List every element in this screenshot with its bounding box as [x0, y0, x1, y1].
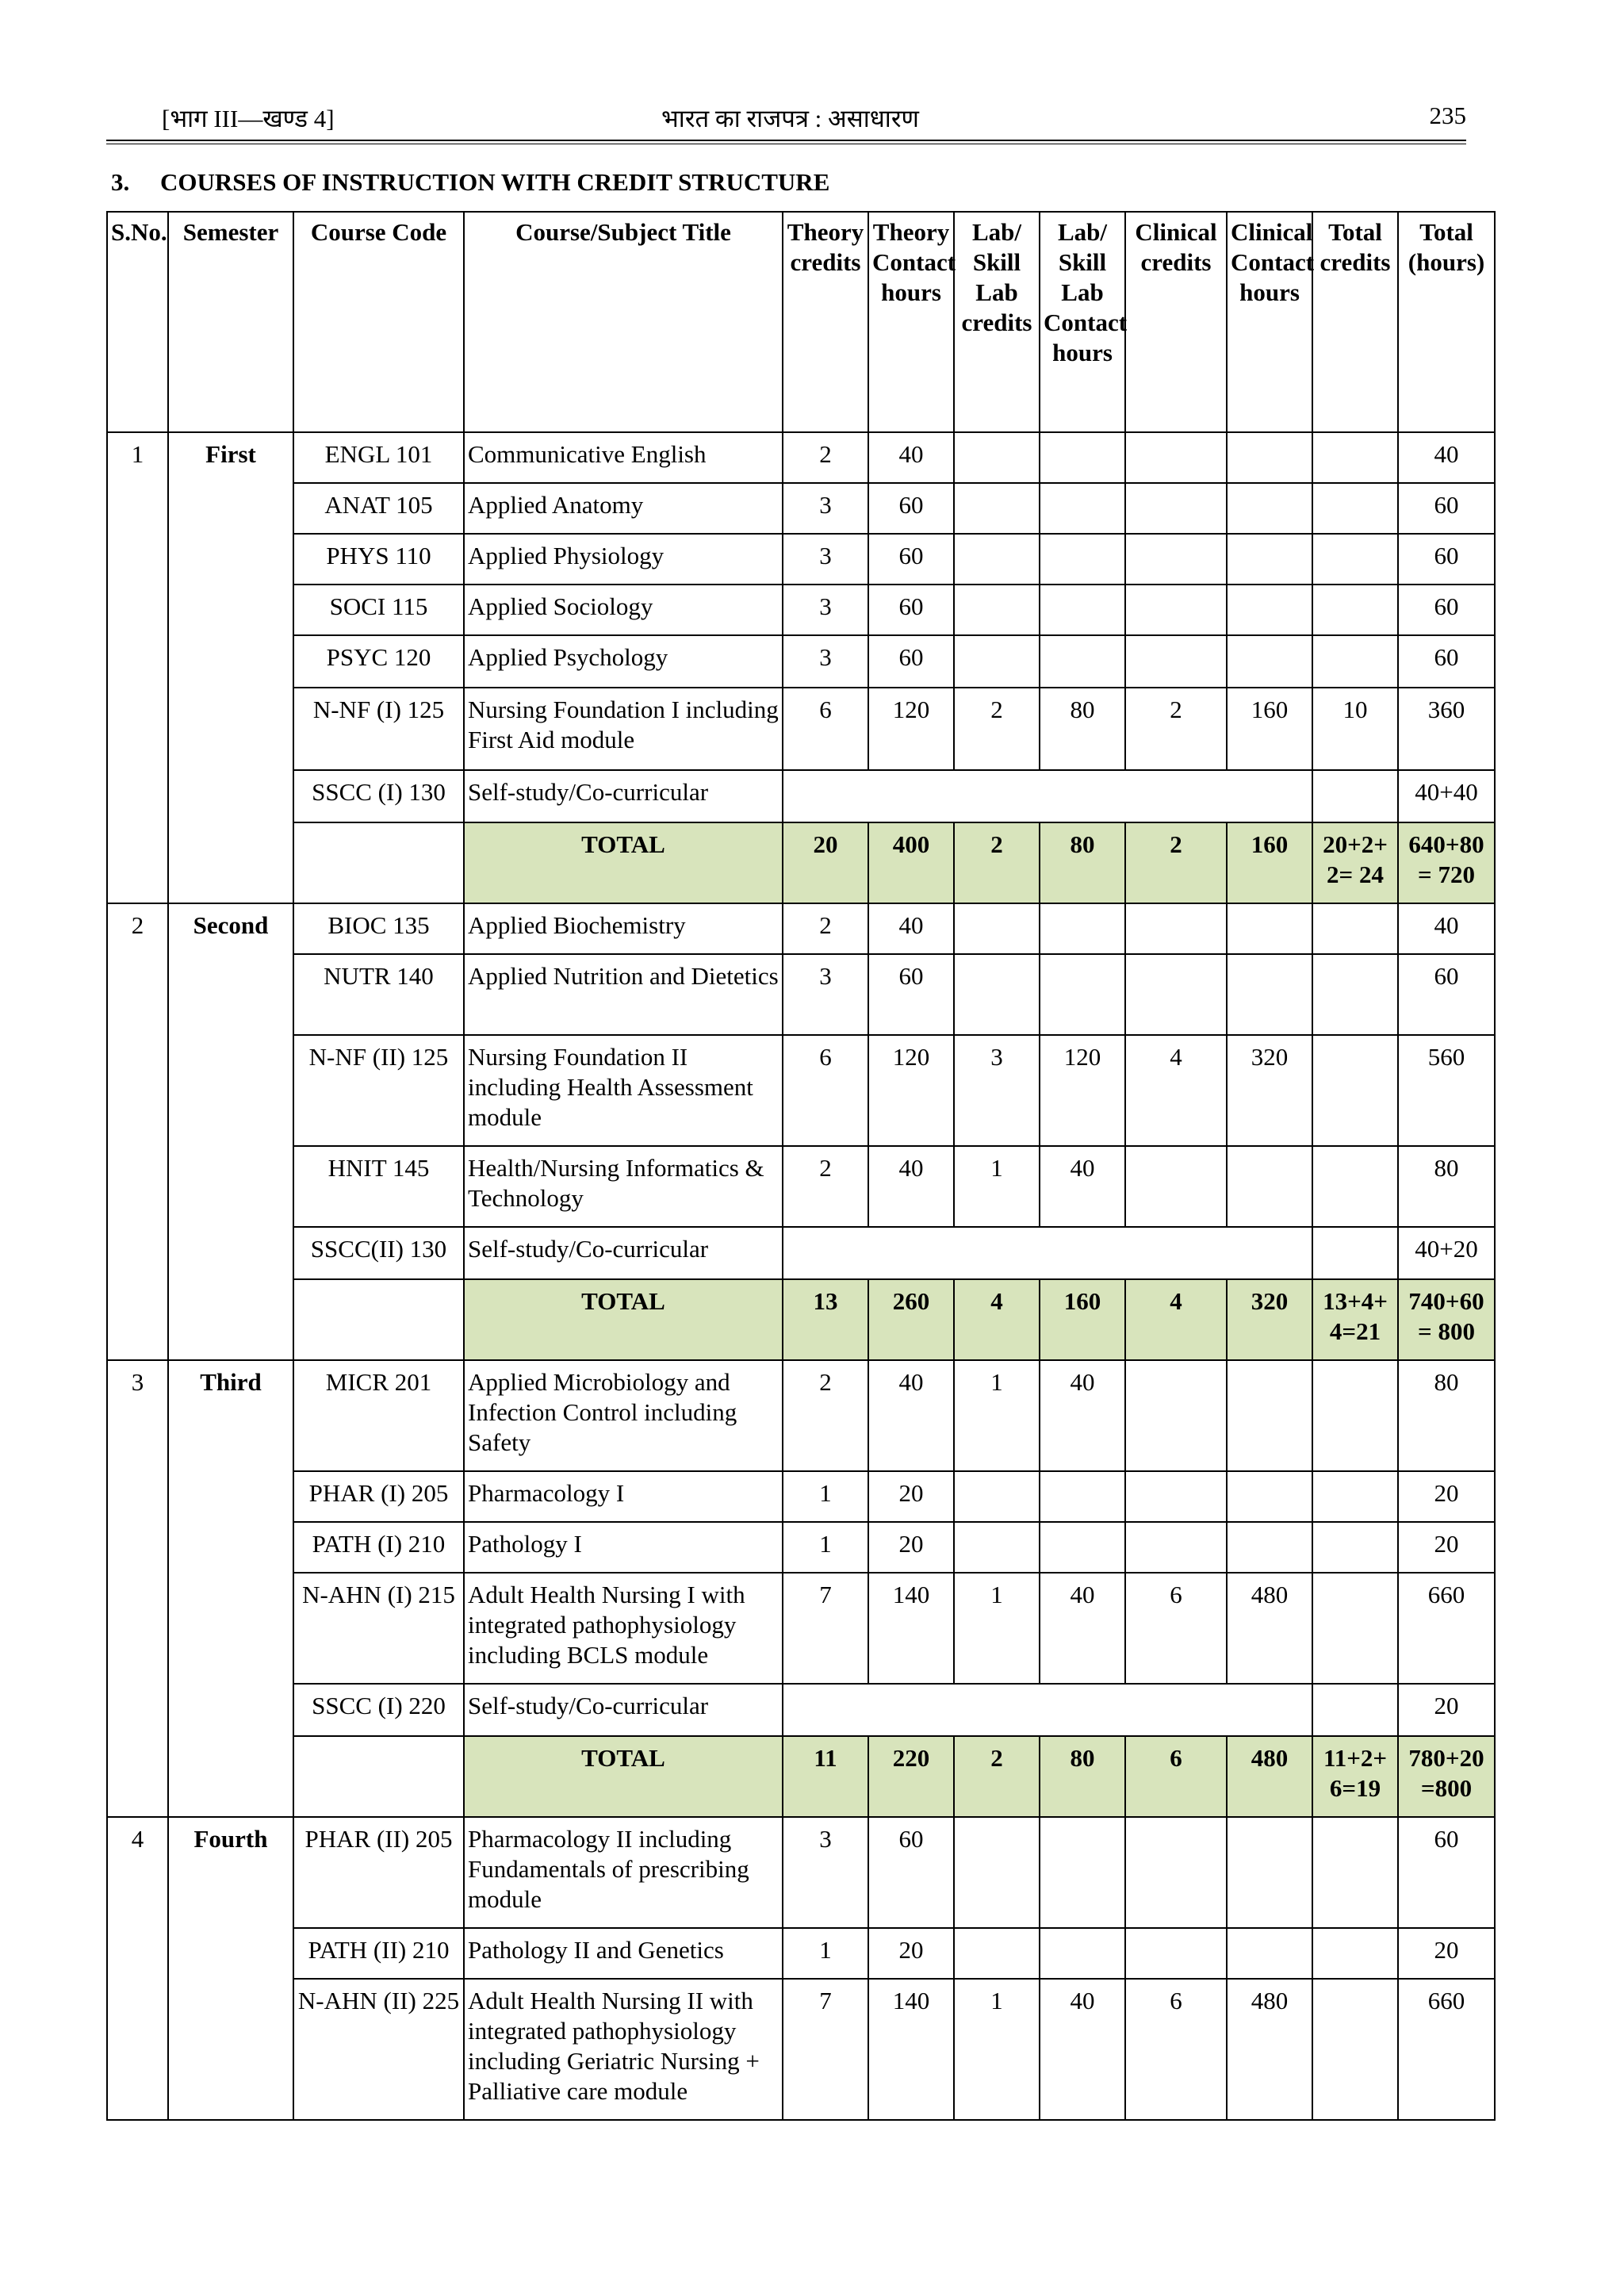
table-row	[107, 1471, 1495, 1522]
course-code: SOCI 115	[293, 585, 464, 635]
lab-credits-cell	[954, 483, 1040, 534]
theory-hours-cell: 60	[868, 1817, 954, 1928]
theory-hours-cell: 20	[868, 1471, 954, 1522]
clinical-hours-cell	[1227, 635, 1312, 688]
theory-hours-cell: 20	[868, 1522, 954, 1573]
total-clinical-hours: 320	[1227, 1279, 1312, 1360]
clinical-hours-cell: 320	[1227, 1035, 1312, 1146]
theory-hours-cell: 40	[868, 1360, 954, 1471]
lab-credits-cell	[954, 432, 1040, 483]
lab-hours-cell	[1040, 903, 1125, 954]
course-title: Applied Microbiology and Infection Control including Safety	[464, 1360, 783, 1471]
course-title: Applied Psychology	[464, 635, 783, 688]
total-label: TOTAL	[464, 822, 783, 903]
total-hours-cell: 20	[1398, 1522, 1495, 1573]
total-lab-credits: 2	[954, 1736, 1040, 1817]
merged-empty-cell	[783, 1684, 1312, 1736]
clinical-hours-cell	[1227, 1360, 1312, 1471]
total-hours-cell: 40	[1398, 903, 1495, 954]
header-part-label: [भाग III—खण्ड 4]	[162, 105, 335, 132]
clinical-credits-cell	[1125, 954, 1227, 1035]
section-heading	[111, 168, 829, 197]
row-sno: 3	[107, 1360, 168, 1817]
table-row	[107, 534, 1495, 585]
clinical-hours-cell	[1227, 954, 1312, 1035]
clinical-hours-cell	[1227, 1471, 1312, 1522]
theory-hours-cell: 60	[868, 635, 954, 688]
col-header-theory-credits: Theory credits	[783, 212, 868, 432]
col-header-theory-hours: Theory Contact hours	[868, 212, 954, 432]
theory-hours-cell: 120	[868, 1035, 954, 1146]
total-credits-cell	[1312, 534, 1398, 585]
clinical-credits-cell	[1125, 534, 1227, 585]
header-rule	[106, 140, 1466, 141]
course-title: Applied Biochemistry	[464, 903, 783, 954]
course-code: PATH (I) 210	[293, 1522, 464, 1573]
total-clinical-hours: 480	[1227, 1736, 1312, 1817]
row-semester: Third	[168, 1360, 293, 1817]
row-semester: Second	[168, 903, 293, 1360]
theory-credits-cell: 6	[783, 688, 868, 770]
lab-hours-cell	[1040, 1817, 1125, 1928]
total-hours-cell: 80	[1398, 1360, 1495, 1471]
clinical-hours-cell	[1227, 432, 1312, 483]
theory-credits-cell: 3	[783, 635, 868, 688]
col-header-title: Course/Subject Title	[464, 212, 783, 432]
clinical-credits-cell	[1125, 1360, 1227, 1471]
total-row	[107, 1736, 1495, 1817]
clinical-hours-cell	[1227, 1928, 1312, 1979]
lab-credits-cell	[954, 1522, 1040, 1573]
total-hours-cell: 660	[1398, 1979, 1495, 2120]
total-hours-cell: 20	[1398, 1684, 1495, 1736]
theory-credits-cell: 7	[783, 1979, 868, 2120]
course-code: ENGL 101	[293, 432, 464, 483]
lab-hours-cell	[1040, 1522, 1125, 1573]
clinical-hours-cell: 480	[1227, 1979, 1312, 2120]
theory-hours-cell: 40	[868, 903, 954, 954]
lab-credits-cell: 3	[954, 1035, 1040, 1146]
total-clinical-credits: 6	[1125, 1736, 1227, 1817]
lab-credits-cell: 2	[954, 688, 1040, 770]
total-credits-cell	[1312, 1979, 1398, 2120]
lab-credits-cell: 1	[954, 1360, 1040, 1471]
total-credits-cell	[1312, 1522, 1398, 1573]
course-code: N-AHN (I) 215	[293, 1573, 464, 1684]
total-credits-cell	[1312, 1227, 1398, 1279]
merged-empty-cell	[783, 770, 1312, 822]
table-row	[107, 1360, 1495, 1471]
total-hours-cell: 60	[1398, 954, 1495, 1035]
col-header-lab-credits: Lab/ Skill Lab credits	[954, 212, 1040, 432]
theory-credits-cell: 7	[783, 1573, 868, 1684]
clinical-credits-cell: 2	[1125, 688, 1227, 770]
course-title: Health/Nursing Informatics & Technology	[464, 1146, 783, 1227]
course-title: Pathology II and Genetics	[464, 1928, 783, 1979]
course-title: Adult Health Nursing II with integrated pathophysiology including Geriatric Nursing + Palliative care module	[464, 1979, 783, 2120]
total-hours-cell: 40+40	[1398, 770, 1495, 822]
lab-hours-cell	[1040, 432, 1125, 483]
lab-hours-cell: 40	[1040, 1146, 1125, 1227]
theory-credits-cell: 2	[783, 432, 868, 483]
lab-hours-cell	[1040, 585, 1125, 635]
total-credits-cell	[1312, 1471, 1398, 1522]
course-code: HNIT 145	[293, 1146, 464, 1227]
table-row	[107, 1928, 1495, 1979]
course-title: Pharmacology I	[464, 1471, 783, 1522]
course-code: BIOC 135	[293, 903, 464, 954]
course-code: N-NF (II) 125	[293, 1035, 464, 1146]
lab-credits-cell	[954, 635, 1040, 688]
clinical-hours-cell	[1227, 585, 1312, 635]
lab-hours-cell: 120	[1040, 1035, 1125, 1146]
course-title: Applied Anatomy	[464, 483, 783, 534]
total-credits-cell	[1312, 585, 1398, 635]
total-hours-cell: 40+20	[1398, 1227, 1495, 1279]
total-credits-cell	[1312, 1573, 1398, 1684]
course-title: Applied Nutrition and Dietetics	[464, 954, 783, 1035]
lab-credits-cell: 1	[954, 1979, 1040, 2120]
clinical-hours-cell	[1227, 1522, 1312, 1573]
header-gazette-title: भारत का राजपत्र : असाधारण	[661, 105, 919, 132]
total-hours-cell: 80	[1398, 1146, 1495, 1227]
lab-hours-cell	[1040, 954, 1125, 1035]
page-number: 235	[1429, 102, 1466, 129]
lab-credits-cell	[954, 1817, 1040, 1928]
table-row	[107, 585, 1495, 635]
total-hours-cell: 560	[1398, 1035, 1495, 1146]
total-hours-cell: 60	[1398, 534, 1495, 585]
page-header	[106, 102, 1466, 141]
total-label: TOTAL	[464, 1736, 783, 1817]
theory-credits-cell: 2	[783, 903, 868, 954]
total-row	[107, 1279, 1495, 1360]
lab-credits-cell	[954, 585, 1040, 635]
course-title: Applied Sociology	[464, 585, 783, 635]
lab-hours-cell: 40	[1040, 1573, 1125, 1684]
table-row	[107, 1146, 1495, 1227]
theory-credits-cell: 3	[783, 954, 868, 1035]
total-blank-code	[293, 822, 464, 903]
total-credits-cell	[1312, 1035, 1398, 1146]
total-credits-cell	[1312, 483, 1398, 534]
table-row	[107, 635, 1495, 688]
clinical-credits-cell	[1125, 432, 1227, 483]
lab-hours-cell	[1040, 534, 1125, 585]
table-row	[107, 954, 1495, 1035]
row-sno: 4	[107, 1817, 168, 2120]
total-blank-code	[293, 1279, 464, 1360]
table-row	[107, 432, 1495, 483]
total-credits-cell: 10	[1312, 688, 1398, 770]
total-hours-sum: 780+20 =800	[1398, 1736, 1495, 1817]
row-semester: First	[168, 432, 293, 903]
credit-structure-table	[106, 211, 1496, 2121]
total-credits-sum: 13+4+ 4=21	[1312, 1279, 1398, 1360]
clinical-credits-cell: 4	[1125, 1035, 1227, 1146]
total-hours-cell: 60	[1398, 483, 1495, 534]
course-title: Self-study/Co-curricular	[464, 770, 783, 822]
total-clinical-credits: 4	[1125, 1279, 1227, 1360]
clinical-credits-cell	[1125, 903, 1227, 954]
total-credits-cell	[1312, 1146, 1398, 1227]
total-lab-credits: 4	[954, 1279, 1040, 1360]
course-title: Applied Physiology	[464, 534, 783, 585]
total-credits-cell	[1312, 954, 1398, 1035]
col-header-clinical-credits: Clinical credits	[1125, 212, 1227, 432]
total-hours-cell: 360	[1398, 688, 1495, 770]
course-code: ANAT 105	[293, 483, 464, 534]
theory-credits-cell: 1	[783, 1928, 868, 1979]
theory-credits-cell: 1	[783, 1522, 868, 1573]
table-body	[107, 432, 1495, 2120]
theory-hours-cell: 60	[868, 483, 954, 534]
total-row	[107, 822, 1495, 903]
total-lab-hours: 160	[1040, 1279, 1125, 1360]
course-code: NUTR 140	[293, 954, 464, 1035]
table-row	[107, 483, 1495, 534]
total-credits-sum: 20+2+ 2= 24	[1312, 822, 1398, 903]
col-header-lab-hours: Lab/ Skill Lab Contact hours	[1040, 212, 1125, 432]
clinical-hours-cell	[1227, 1146, 1312, 1227]
clinical-hours-cell	[1227, 534, 1312, 585]
theory-hours-cell: 140	[868, 1979, 954, 2120]
total-lab-hours: 80	[1040, 822, 1125, 903]
theory-credits-cell: 2	[783, 1146, 868, 1227]
total-lab-credits: 2	[954, 822, 1040, 903]
theory-credits-cell: 3	[783, 534, 868, 585]
theory-hours-cell: 60	[868, 585, 954, 635]
theory-credits-cell: 1	[783, 1471, 868, 1522]
course-code: PSYC 120	[293, 635, 464, 688]
table-row	[107, 1227, 1495, 1279]
course-title: Pharmacology II including Fundamentals of prescribing module	[464, 1817, 783, 1928]
course-code: PHAR (II) 205	[293, 1817, 464, 1928]
lab-hours-cell: 40	[1040, 1360, 1125, 1471]
theory-hours-cell: 60	[868, 534, 954, 585]
course-code: SSCC(II) 130	[293, 1227, 464, 1279]
clinical-credits-cell: 6	[1125, 1573, 1227, 1684]
theory-hours-cell: 60	[868, 954, 954, 1035]
lab-credits-cell: 1	[954, 1573, 1040, 1684]
row-semester: Fourth	[168, 1817, 293, 2120]
total-theory-credits: 13	[783, 1279, 868, 1360]
clinical-credits-cell	[1125, 635, 1227, 688]
total-lab-hours: 80	[1040, 1736, 1125, 1817]
table-row	[107, 903, 1495, 954]
table-row	[107, 1522, 1495, 1573]
theory-hours-cell: 40	[868, 1146, 954, 1227]
clinical-hours-cell	[1227, 1817, 1312, 1928]
clinical-hours-cell: 480	[1227, 1573, 1312, 1684]
total-hours-cell: 40	[1398, 432, 1495, 483]
lab-hours-cell	[1040, 1471, 1125, 1522]
course-title: Pathology I	[464, 1522, 783, 1573]
row-sno: 1	[107, 432, 168, 903]
clinical-credits-cell	[1125, 1471, 1227, 1522]
col-header-sno: S.No.	[107, 212, 168, 432]
lab-credits-cell	[954, 1928, 1040, 1979]
col-header-total-credits: Total credits	[1312, 212, 1398, 432]
clinical-hours-cell	[1227, 903, 1312, 954]
total-hours-sum: 740+60 = 800	[1398, 1279, 1495, 1360]
total-theory-credits: 20	[783, 822, 868, 903]
theory-credits-cell: 3	[783, 483, 868, 534]
table-row	[107, 1817, 1495, 1928]
lab-hours-cell: 40	[1040, 1979, 1125, 2120]
course-title: Self-study/Co-curricular	[464, 1227, 783, 1279]
lab-hours-cell	[1040, 1928, 1125, 1979]
total-hours-cell: 660	[1398, 1573, 1495, 1684]
theory-hours-cell: 140	[868, 1573, 954, 1684]
table-row	[107, 1035, 1495, 1146]
course-code: PHYS 110	[293, 534, 464, 585]
total-credits-sum: 11+2+ 6=19	[1312, 1736, 1398, 1817]
total-hours-cell: 20	[1398, 1928, 1495, 1979]
col-header-total-hours: Total (hours)	[1398, 212, 1495, 432]
section-number: 3.	[111, 168, 130, 196]
total-hours-sum: 640+80 = 720	[1398, 822, 1495, 903]
lab-hours-cell	[1040, 483, 1125, 534]
merged-empty-cell	[783, 1227, 1312, 1279]
theory-hours-cell: 120	[868, 688, 954, 770]
total-theory-hours: 220	[868, 1736, 954, 1817]
course-code: N-NF (I) 125	[293, 688, 464, 770]
theory-hours-cell: 20	[868, 1928, 954, 1979]
total-credits-cell	[1312, 770, 1398, 822]
clinical-credits-cell	[1125, 1928, 1227, 1979]
theory-hours-cell: 40	[868, 432, 954, 483]
total-hours-cell: 20	[1398, 1471, 1495, 1522]
clinical-credits-cell	[1125, 585, 1227, 635]
course-code: SSCC (I) 130	[293, 770, 464, 822]
table-header-row	[107, 212, 1495, 432]
total-credits-cell	[1312, 1817, 1398, 1928]
lab-credits-cell	[954, 534, 1040, 585]
course-title: Nursing Foundation I including First Aid module	[464, 688, 783, 770]
lab-credits-cell: 1	[954, 1146, 1040, 1227]
clinical-credits-cell: 6	[1125, 1979, 1227, 2120]
clinical-credits-cell	[1125, 1522, 1227, 1573]
total-credits-cell	[1312, 1360, 1398, 1471]
total-hours-cell: 60	[1398, 585, 1495, 635]
theory-credits-cell: 3	[783, 1817, 868, 1928]
total-clinical-hours: 160	[1227, 822, 1312, 903]
section-title: COURSES OF INSTRUCTION WITH CREDIT STRUCTURE	[160, 168, 830, 196]
table-row	[107, 1979, 1495, 2120]
lab-credits-cell	[954, 1471, 1040, 1522]
total-theory-hours: 260	[868, 1279, 954, 1360]
lab-hours-cell	[1040, 635, 1125, 688]
clinical-hours-cell	[1227, 483, 1312, 534]
lab-hours-cell: 80	[1040, 688, 1125, 770]
col-header-clinical-hours: Clinical Contact hours	[1227, 212, 1312, 432]
total-credits-cell	[1312, 1684, 1398, 1736]
theory-credits-cell: 6	[783, 1035, 868, 1146]
lab-credits-cell	[954, 954, 1040, 1035]
total-hours-cell: 60	[1398, 635, 1495, 688]
total-theory-credits: 11	[783, 1736, 868, 1817]
total-blank-code	[293, 1736, 464, 1817]
course-code: PATH (II) 210	[293, 1928, 464, 1979]
theory-credits-cell: 2	[783, 1360, 868, 1471]
row-sno: 2	[107, 903, 168, 1360]
course-code: SSCC (I) 220	[293, 1684, 464, 1736]
course-title: Self-study/Co-curricular	[464, 1684, 783, 1736]
table-row	[107, 770, 1495, 822]
total-credits-cell	[1312, 432, 1398, 483]
col-header-course-code: Course Code	[293, 212, 464, 432]
clinical-hours-cell: 160	[1227, 688, 1312, 770]
course-title: Communicative English	[464, 432, 783, 483]
lab-credits-cell	[954, 903, 1040, 954]
course-title: Nursing Foundation II including Health Assessment module	[464, 1035, 783, 1146]
clinical-credits-cell	[1125, 1146, 1227, 1227]
course-code: PHAR (I) 205	[293, 1471, 464, 1522]
total-clinical-credits: 2	[1125, 822, 1227, 903]
total-label: TOTAL	[464, 1279, 783, 1360]
total-credits-cell	[1312, 635, 1398, 688]
course-title: Adult Health Nursing I with integrated pathophysiology including BCLS module	[464, 1573, 783, 1684]
theory-credits-cell: 3	[783, 585, 868, 635]
total-credits-cell	[1312, 903, 1398, 954]
total-hours-cell: 60	[1398, 1817, 1495, 1928]
course-code: MICR 201	[293, 1360, 464, 1471]
table-row	[107, 1684, 1495, 1736]
clinical-credits-cell	[1125, 1817, 1227, 1928]
table-row	[107, 688, 1495, 770]
col-header-semester: Semester	[168, 212, 293, 432]
course-code: N-AHN (II) 225	[293, 1979, 464, 2120]
clinical-credits-cell	[1125, 483, 1227, 534]
total-credits-cell	[1312, 1928, 1398, 1979]
total-theory-hours: 400	[868, 822, 954, 903]
table-row	[107, 1573, 1495, 1684]
